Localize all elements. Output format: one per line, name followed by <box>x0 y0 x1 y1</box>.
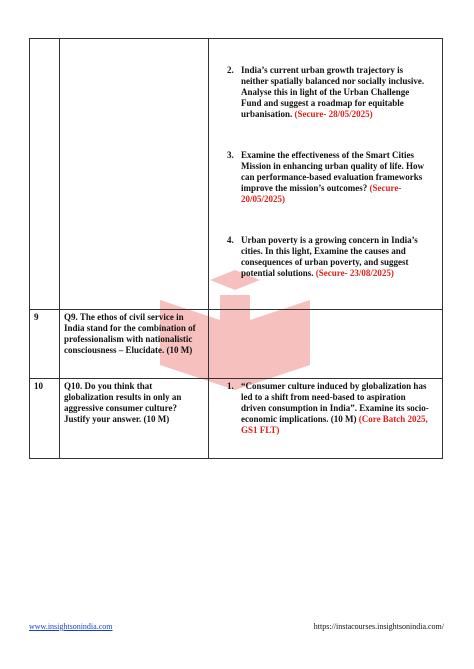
table-row <box>30 310 443 379</box>
question-cell: Q9. The ethos of civil service in India stand for the combination of professionalism with nationalistic consciousness – Elucidate. (10 M) <box>60 310 209 379</box>
related-questions-cell <box>209 379 443 459</box>
table-row <box>30 39 443 310</box>
row-number <box>30 39 60 310</box>
questions-table <box>29 38 443 459</box>
footer-courses-url: https://instacourses.insightsonindia.com/ <box>313 622 444 631</box>
footer-website-link[interactable]: www.insightsonindia.com <box>29 622 113 631</box>
row-number: 9 <box>30 310 60 379</box>
question-cell: Q10. Do you think that globalization results in only an aggressive consumer culture? Justify your answer. (10 M) <box>60 379 209 459</box>
list-item: 1. “Consumer culture induced by globalization has led to a shift from need-based to aspiration driven consumption in India”. Examine its socio- economic implications. (10 M) (Core Batch 2025, GS1 FLT) <box>227 381 429 435</box>
source-tag: (Core Batch 2025, GS1 FLT) <box>241 414 428 435</box>
source-tag: (Secure- 20/05/2025) <box>241 183 402 204</box>
list-item: 3. Examine the effectiveness of the Smart Cities Mission in enhancing urban quality of life. How can performance-based evaluation frameworks improve the mission’s outcomes? (Secure- 20/05/2025) <box>227 150 425 204</box>
related-questions-cell <box>209 39 443 310</box>
row-number: 10 <box>30 379 60 459</box>
related-questions-cell <box>209 310 443 379</box>
source-tag: (Secure- 23/08/2025) <box>315 268 394 278</box>
list-item: 2. India’s current urban growth trajectory is neither spatially balanced nor socially inclusive. Analyse this in light of the Urban Challenge Fund and suggest a roadmap for equitable urbanisation. (Secure- 28/05/2025) <box>227 65 425 119</box>
table-row <box>30 379 443 459</box>
list-item: 4. Urban poverty is a growing concern in India’s cities. In this light, Examine the causes and consequences of urban poverty, and suggest potential solutions. (Secure- 23/08/2025) <box>227 235 418 278</box>
source-tag: (Secure- 28/05/2025) <box>294 109 373 119</box>
question-cell <box>60 39 209 310</box>
